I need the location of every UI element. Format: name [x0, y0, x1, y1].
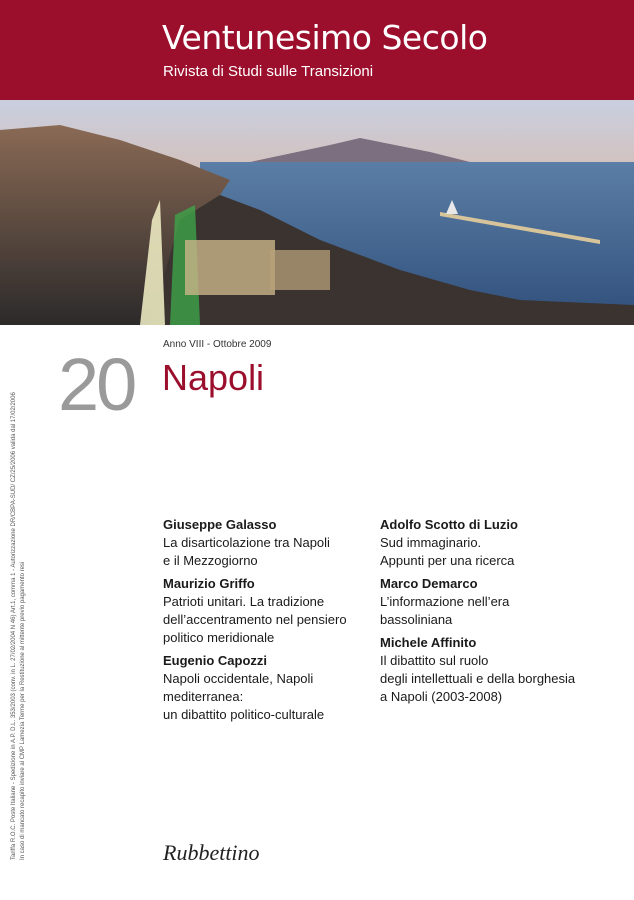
issue-theme: Napoli [162, 357, 265, 398]
entry-title-line: mediterranea: [163, 689, 244, 704]
contents-right-column [380, 516, 595, 711]
journal-subtitle: Rivista di Studi sulle Transizioni [163, 63, 374, 80]
entry-title-line: L’informazione nell’era [380, 594, 510, 609]
entry-title-line: Il dibattito sul ruolo [380, 653, 489, 668]
building-block [270, 250, 330, 290]
contents-entry [163, 652, 378, 724]
entry-author: Marco Demarco [380, 576, 478, 591]
entry-title-line: Sud immaginario. [380, 535, 482, 550]
entry-title-line: un dibattito politico-culturale [163, 707, 325, 722]
contents-entry [380, 575, 595, 629]
entry-title-line: bassoliniana [380, 612, 453, 627]
entry-title-line: Napoli occidentale, Napoli [163, 671, 314, 686]
cover-photo-naples-bay [0, 100, 634, 325]
publisher-name: Rubbettino [163, 840, 260, 865]
journal-title: Ventunesimo Secolo [162, 18, 488, 57]
contents-entry [380, 516, 595, 570]
issue-number: 20 [58, 343, 135, 426]
building-block [185, 240, 275, 295]
entry-title-line: a Napoli (2003-2008) [380, 689, 503, 704]
postal-note-line: Tariffa R.O.C. Poste Italiane - Spedizione in A.P. D.L. 353/2003 (conv. in L. 27/02/2004 N 46) Art.1, comma 1 - Autorizzazione DR/CBPA-SUD/ CZ/25/2006 valida dal 17/02/2006 [11, 392, 17, 860]
postal-note-line: In caso di mancato recapito inviare al CMP Lamezia Terme per la Restituzione al mittente previo pagamento resi [20, 561, 26, 860]
postal-note [10, 330, 28, 860]
contents-entry [163, 516, 378, 570]
entry-title-line: politico meridionale [163, 630, 275, 645]
entry-author: Michele Affinito [380, 635, 477, 650]
entry-title-line: Appunti per una ricerca [380, 553, 515, 568]
contents-entry [380, 634, 595, 706]
entry-title-line: La disarticolazione tra Napoli [163, 535, 330, 550]
journal-header [0, 0, 634, 100]
entry-title-line: dell’accentramento nel pensiero [163, 612, 347, 627]
entry-author: Maurizio Griffo [163, 576, 255, 591]
issue-date: Anno VIII - Ottobre 2009 [163, 339, 272, 350]
entry-author: Giuseppe Galasso [163, 517, 277, 532]
contents-left-column [163, 516, 378, 729]
entry-title-line: e il Mezzogiorno [163, 553, 258, 568]
entry-author: Adolfo Scotto di Luzio [380, 517, 518, 532]
contents-entry [163, 575, 378, 647]
entry-title-line: Patrioti unitari. La tradizione [163, 594, 325, 609]
cover-photo-illustration [0, 100, 634, 325]
entry-title-line: degli intellettuali e della borghesia [380, 671, 576, 686]
entry-author: Eugenio Capozzi [163, 653, 267, 668]
